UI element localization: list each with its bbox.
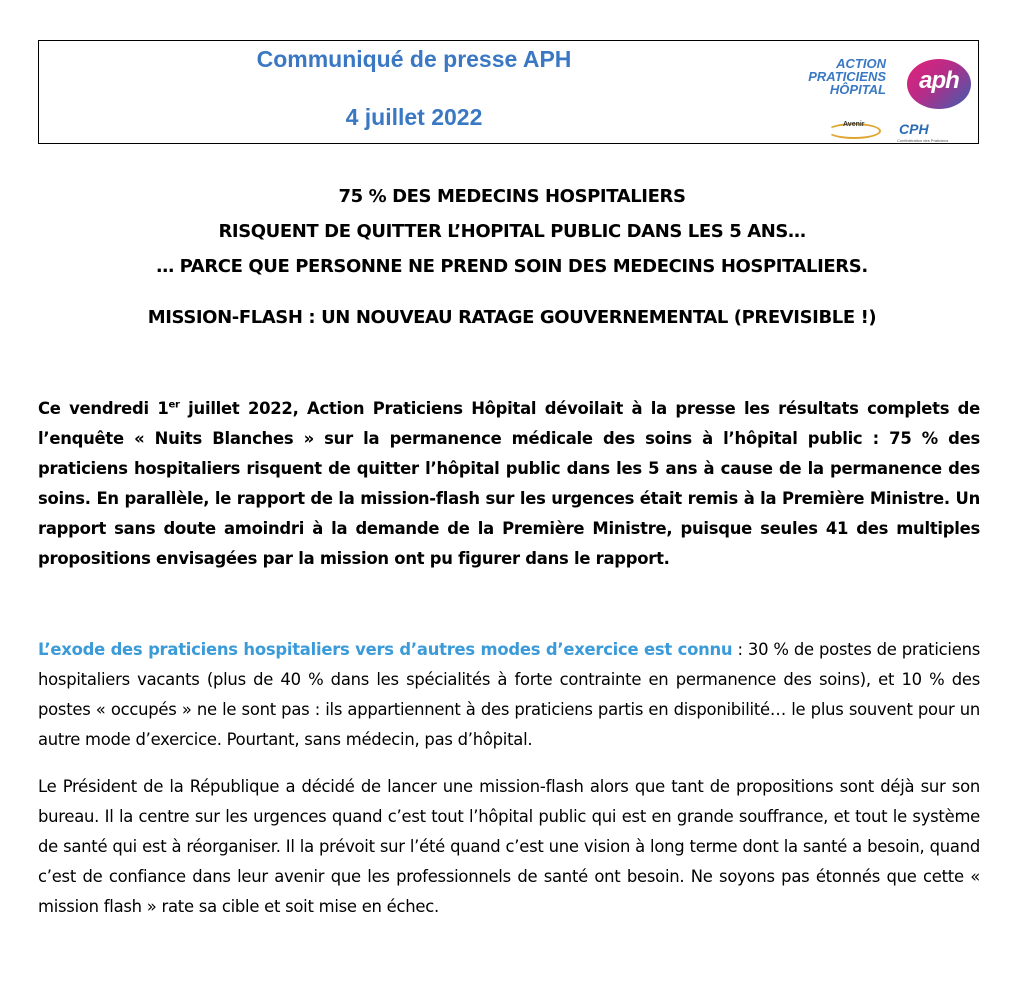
mission-flash-paragraph: Le Président de la République a décidé de lancer une mission-flash alors que tant de propositions sont déjà sur son bureau. Il la centre sur les urgences quand c’est tout l’hôpital public qui est en grande souffrance, et tout le système de santé qui est à réorganiser. Il la prévoit sur l’été quand c’est une vision à long terme dont la santé a besoin, quand c’est de confiance dans leur avenir que les professionnels de santé ont besoin. Ne soyons pas étonnés que cette « mission flash » rate sa cible et soit mise en échec. (38, 777, 980, 916)
intro-paragraph: Ce vendredi 1er juillet 2022, Action Praticiens Hôpital dévoilait à la presse les résultats complets de l’enquête « Nuits Blanches » sur la permanence médicale des soins à l’hôpital public : 75 % des praticiens hospitaliers risquent de quitter l’hôpital public dans les 5 ans à cause de la permanence des soins. En parallèle, le rapport de la mission-flash sur les urgences était remis à la Première Ministre. Un rapport sans doute amoindri à la demande de la Première Ministre, puisque seules 41 des multiples propositions envisagées par la mission ont pu figurer dans le rapport. (38, 399, 981, 568)
avenir-logo-text: Avenir (843, 121, 865, 128)
headline-line-2: RISQUENT DE QUITTER L’HOPITAL PUBLIC DANS LES 5 ANS… (218, 221, 806, 242)
headline-subtitle: MISSION-FLASH : UN NOUVEAU RATAGE GOUVERNEMENTAL (PREVISIBLE !) (147, 307, 877, 328)
aph-logo-mark: aph (919, 67, 959, 94)
press-release-header (38, 40, 979, 144)
press-release-title: Communiqué de presse APH (256, 46, 572, 72)
exodus-paragraph: L’exode des praticiens hospitaliers vers d’autres modes d’exercice est connu : 30 % de postes de praticiens hospitaliers vacants (plus de 40 % dans les spécialités à forte contrainte en permanence des soins), et 10 % des postes « occupés » ne le sont pas : ils appartiennent à des praticiens partis en disponibilité… le plus souvent pour un autre mode d’exercice. Pourtant, sans médecin, pas d’hôpital. (38, 640, 980, 749)
exodus-lead: L’exode des praticiens hospitaliers vers d’autres modes d’exercice est connu (38, 640, 733, 659)
aph-logo-text: ACTION PRATICIENS HÔPITAL (808, 56, 886, 97)
logo-area (791, 45, 976, 141)
headline-line-1: 75 % DES MEDECINS HOSPITALIERS (338, 186, 686, 207)
headline-line-3: … PARCE QUE PERSONNE NE PREND SOIN DES MEDECINS HOSPITALIERS. (156, 256, 868, 277)
cph-logo: CPH (899, 121, 929, 137)
press-release-date: 4 juillet 2022 (345, 104, 483, 130)
cph-logo-subtitle: Confédération des Praticiens (897, 138, 949, 143)
